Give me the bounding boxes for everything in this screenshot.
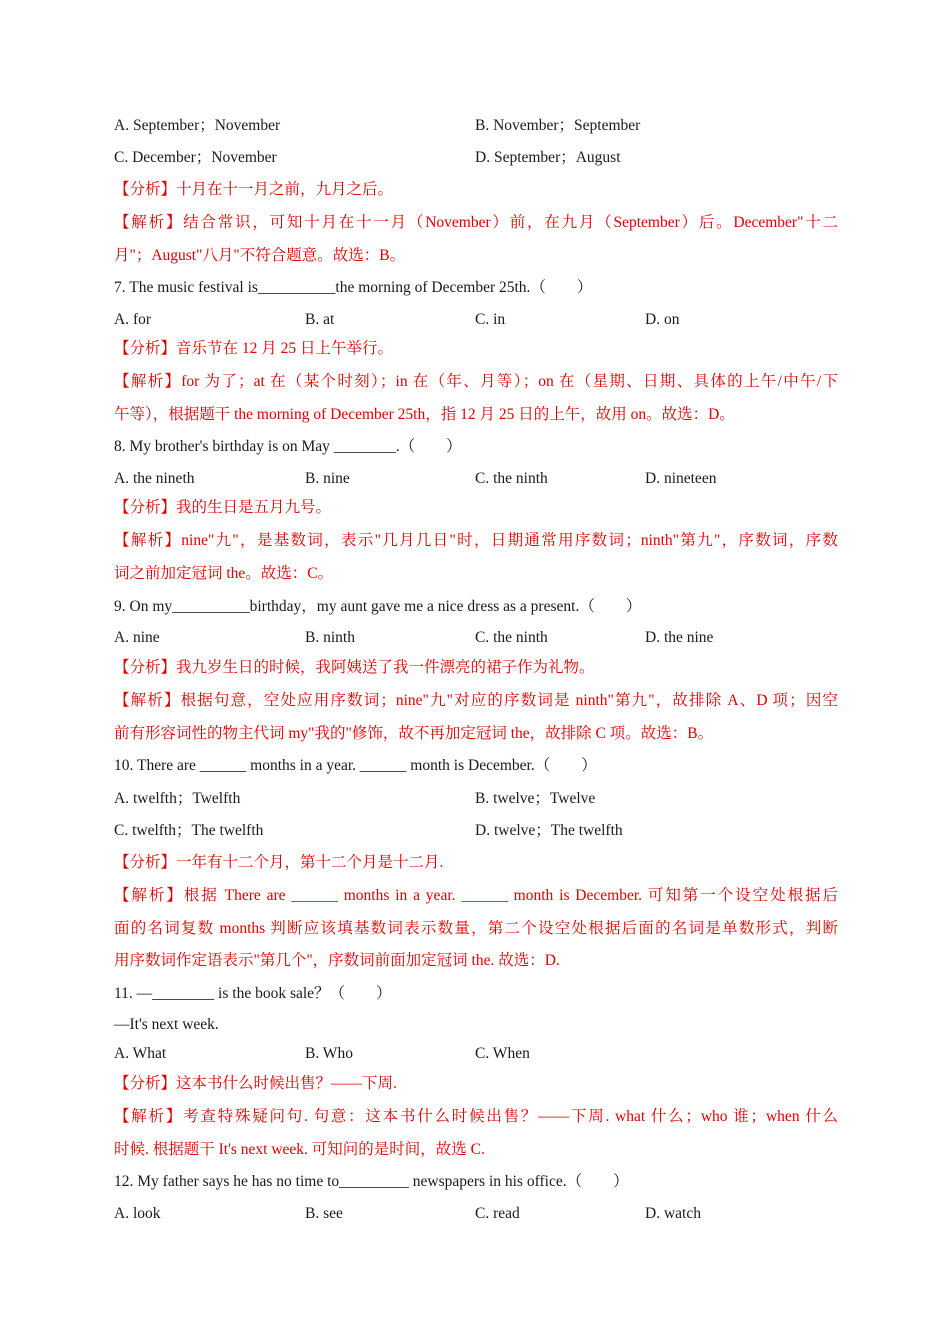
q11-option-b: B. Who bbox=[305, 1045, 353, 1062]
q7-option-c: C. in bbox=[475, 311, 506, 328]
q12-option-d: D. watch bbox=[645, 1205, 701, 1222]
q12-option-b: B. see bbox=[305, 1205, 343, 1222]
q10-explanation-line1: 【解析】根据 There are ______ months in a year. ______ month is December. 可知第一个设空处根据后 bbox=[114, 887, 838, 904]
q12-stem: 12. My father says he has no time to_________ newspapers in his office.（ ） bbox=[114, 1173, 629, 1190]
q6-analysis: 【分析】十月在十一月之前，九月之后。 bbox=[114, 181, 394, 198]
q8-option-c: C. the ninth bbox=[475, 470, 548, 487]
q11-option-c: C. When bbox=[475, 1045, 530, 1062]
q11-option-a: A. What bbox=[114, 1045, 167, 1062]
q9-option-a: A. nine bbox=[114, 629, 160, 646]
q10-option-d: D. twelve；The twelfth bbox=[475, 822, 623, 839]
q7-option-a: A. for bbox=[114, 311, 152, 328]
q8-option-a: A. the nineth bbox=[114, 470, 195, 487]
q6-explanation-line1: 【解析】结合常识，可知十月在十一月（November）前，在九月（September）后。December"十二 bbox=[114, 214, 838, 231]
q12-option-a: A. look bbox=[114, 1205, 161, 1222]
q9-explanation-line1: 【解析】根据句意，空处应用序数词；nine"九"对应的序数词是 ninth"第九"，故排除 A、D 项；因空 bbox=[114, 692, 838, 709]
q8-stem: 8. My brother's birthday is on May ________.（ ） bbox=[114, 438, 462, 455]
q6-option-c: C. December；November bbox=[114, 149, 277, 166]
q8-explanation-line2: 词之前加定冠词 the。故选：C。 bbox=[114, 565, 334, 582]
q7-explanation-line2: 午等），根据题干 the morning of December 25th，指 12 月 25 日的上午，故用 on。故选：D。 bbox=[114, 406, 735, 423]
q8-option-d: D. nineteen bbox=[645, 470, 717, 487]
q8-analysis: 【分析】我的生日是五月九号。 bbox=[114, 499, 332, 516]
q7-analysis: 【分析】音乐节在 12 月 25 日上午举行。 bbox=[114, 340, 394, 357]
q10-option-c: C. twelfth；The twelfth bbox=[114, 822, 264, 839]
q6-option-d: D. September；August bbox=[475, 149, 621, 166]
q10-explanation-line3: 用序数词作定语表示"第几个"，序数词前面加定冠词 the. 故选：D. bbox=[114, 952, 560, 969]
q9-analysis: 【分析】我九岁生日的时候，我阿姨送了我一件漂亮的裙子作为礼物。 bbox=[114, 659, 595, 676]
q9-explanation-line2: 前有形容词性的物主代词 my"我的"修饰，故不再加定冠词 the，故排除 C 项。故选：B。 bbox=[114, 725, 714, 742]
q11-analysis: 【分析】这本书什么时候出售？——下周. bbox=[114, 1075, 397, 1092]
q7-explanation-line1: 【解析】for 为了；at 在（某个时刻）；in 在（年、月等）；on 在（星期、日期、具体的上午/中午/下 bbox=[114, 373, 838, 390]
q6-option-b: B. November；September bbox=[475, 117, 641, 134]
q6-option-a: A. September；November bbox=[114, 117, 281, 134]
q8-option-b: B. nine bbox=[305, 470, 350, 487]
q9-option-b: B. ninth bbox=[305, 629, 355, 646]
q6-explanation-line2: 月"；August"八月"不符合题意。故选：B。 bbox=[114, 247, 406, 264]
q7-option-b: B. at bbox=[305, 311, 335, 328]
q11-answer-line: —It's next week. bbox=[114, 1016, 219, 1033]
q11-stem: 11. —________ is the book sale？（ ） bbox=[114, 985, 392, 1002]
q9-option-c: C. the ninth bbox=[475, 629, 548, 646]
q11-explanation-line1: 【解析】考查特殊疑问句. 句意：这本书什么时候出售？——下周. what 什么；who 谁；when 什么 bbox=[114, 1108, 838, 1125]
q12-option-c: C. read bbox=[475, 1205, 520, 1222]
q10-option-b: B. twelve；Twelve bbox=[475, 790, 596, 807]
q10-analysis: 【分析】一年有十二个月，第十二个月是十二月. bbox=[114, 854, 444, 871]
q10-option-a: A. twelfth；Twelfth bbox=[114, 790, 241, 807]
q9-option-d: D. the nine bbox=[645, 629, 714, 646]
q7-stem: 7. The music festival is__________the morning of December 25th.（ ） bbox=[114, 279, 593, 296]
q10-stem: 10. There are ______ months in a year. ______ month is December.（ ） bbox=[114, 757, 597, 774]
q8-explanation-line1: 【解析】nine"九"，是基数词，表示"几月几日"时，日期通常用序数词；ninth"第九"，序数词，序数 bbox=[114, 532, 838, 549]
q9-stem: 9. On my__________birthday，my aunt gave me a nice dress as a present.（ ） bbox=[114, 598, 642, 615]
q11-explanation-line2: 时候. 根据题干 It's next week. 可知问的是时间，故选 C. bbox=[114, 1141, 485, 1158]
q10-explanation-line2: 面的名词复数 months 判断应该填基数词表示数量，第二个设空处根据后面的名词是单数形式，判断 bbox=[114, 920, 838, 937]
q7-option-d: D. on bbox=[645, 311, 680, 328]
